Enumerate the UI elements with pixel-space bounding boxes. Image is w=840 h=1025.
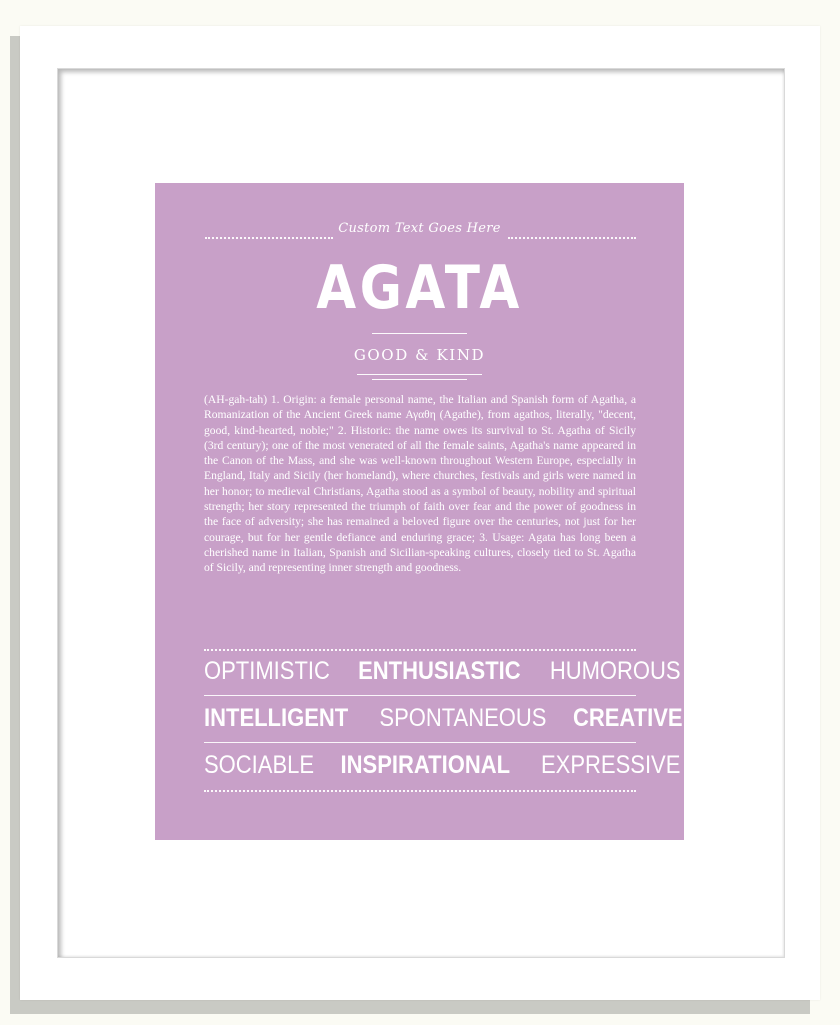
trait-row-3 [204,751,681,780]
print-name: AGATA [316,253,523,323]
trait-word: ENTHUSIASTIC [358,657,521,685]
trait-row-divider [204,695,636,696]
dotted-rule-left [205,237,333,239]
trait-word: HUMOROUS [549,657,681,685]
name-print [155,183,684,840]
trait-word: CREATIVE [572,704,683,732]
trait-word: INTELLIGENT [204,704,349,732]
trait-row-divider [204,742,636,743]
trait-word: EXPRESSIVE [540,751,681,779]
trait-word: SPONTANEOUS [379,704,547,732]
name-meaning: GOOD & KIND [353,346,486,364]
rule-below-meaning-1 [357,374,482,375]
rule-above-meaning [372,333,467,334]
trait-row-2 [204,704,683,733]
trait-word: SOCIABLE [204,751,315,779]
rule-below-meaning-2 [372,379,467,380]
dotted-rule-right [508,237,636,239]
trait-row-1 [204,657,681,686]
dotted-rule-traits-top [204,649,636,651]
custom-text: Custom Text Goes Here [338,221,501,236]
trait-word: OPTIMISTIC [204,657,330,685]
name-definition: (AH-gah-tah) 1. Origin: a female personal name, the Italian and Spanish form of Agatha, a Romanization of the Ancient Greek name Αγαθη (Agathe), from agathos, literally, "decent, good, kind-hearted, noble;" 2. Historic: the name owes its survival to St. Agatha of Sicily (3rd century); one of the most venerated of all the female saints, Agatha's name appeared in the Canon of the Mass, and she was well-known throughout Western Europe, especially in England, Italy and Sicily (her homeland), where churches, festivals and girls were named in her honor; to medieval Christians, Agatha stood as a symbol of beauty, nobility and spiritual strength; her story represented the triumph of faith over fear and the power of goodness in the face of adversity; she has remained a beloved figure over the centuries, not just for her courage, but for her gentle defiance and enduring grace; 3. Usage: Agata has long been a cherished name in Italian, Spanish and Sicilian-speaking cultures, closely tied to St. Agatha of Sicily, and representing inner strength and goodness. [204,393,636,575]
trait-word: INSPIRATIONAL [340,751,511,779]
dotted-rule-traits-bottom [204,790,636,792]
